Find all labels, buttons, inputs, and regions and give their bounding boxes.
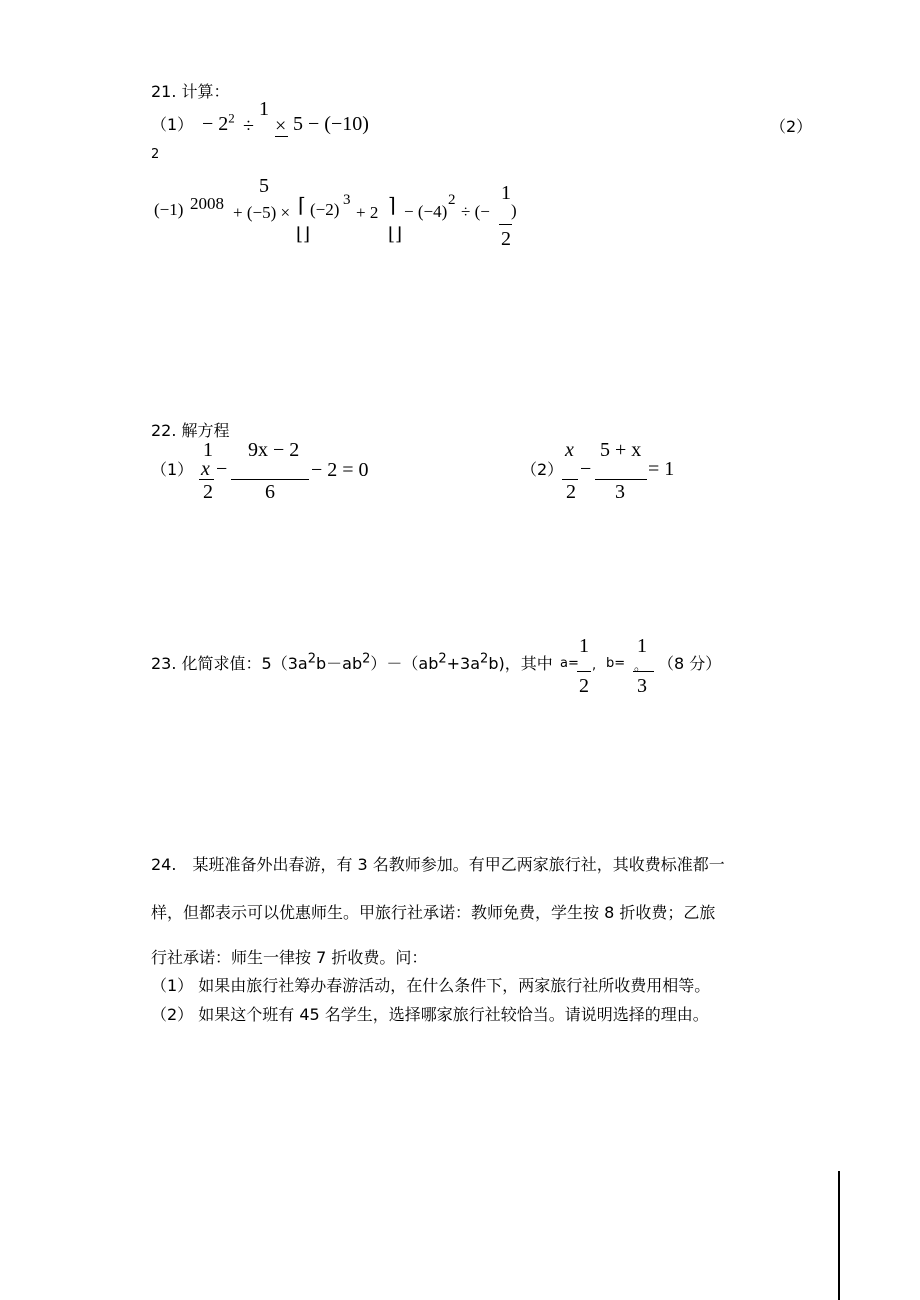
q22-p2-f2-den: 3: [615, 481, 625, 503]
q23-a-den: 2: [579, 675, 589, 697]
q21-p2-lbr: ⌈: [298, 195, 306, 217]
q22-heading: 22. 解方程: [151, 421, 230, 440]
q24-sub-2: （2） 如果这个班有 45 名学生，选择哪家旅行社较恰当。请说明选择的理由。: [151, 1005, 709, 1024]
q23-b-bar: [633, 671, 654, 672]
q21-p2-top5: 5: [259, 175, 269, 197]
q22-p2-rest: = 1: [648, 458, 675, 480]
q21-p2-b-exp: 3: [343, 192, 351, 208]
q21-p2-c: + 2: [356, 203, 379, 222]
q22-p1-f2-num: 9x − 2: [248, 439, 300, 461]
q22-p1-f1-num: 1: [203, 439, 213, 461]
q21-p2-b: (−2): [310, 200, 340, 219]
q23-a-num: 1: [579, 635, 589, 657]
q24-line-2: 样，但都表示可以优惠师生。甲旅行社承诺：教师免费，学生按 8 折收费；乙旅: [151, 903, 716, 922]
q24-line-3: 行社承诺：师生一律按 7 折收费。问：: [151, 948, 428, 967]
q21-p1-underline: [275, 136, 288, 137]
q21-p2-frac-num: 1: [501, 182, 511, 204]
q22-p1-rest: − 2 = 0: [311, 459, 369, 481]
q22-p2-f2-num: 5 + x: [600, 439, 642, 461]
q21-p1-frac-num: 1: [259, 98, 269, 120]
q23-a-bar: [577, 671, 591, 672]
q23-dot: 。: [634, 659, 648, 674]
q22-p1-f1-den: 2: [203, 481, 213, 503]
q21-p2-d: − (−4): [404, 202, 448, 221]
q24-line-1: 24. 某班准备外出春游，有 3 名教师参加。有甲乙两家旅行社，其收费标准都一: [151, 855, 725, 874]
q22-p1-f2-den: 6: [265, 481, 275, 503]
q24-sub-1: （1） 如果由旅行社筹办春游活动，在什么条件下，两家旅行社所收费用相等。: [151, 976, 711, 995]
q23-comma: ,: [592, 658, 597, 673]
q21-p1-div: ÷: [243, 115, 254, 137]
q22-p1-label: （1）: [151, 460, 194, 479]
q21-p1-pre: − $2^2$: [202, 110, 235, 135]
q21-heading: 21. 计算：: [151, 82, 230, 101]
q21-p2-frac-den: 2: [501, 228, 511, 250]
q22-p2-label: （2）: [521, 460, 564, 479]
margin-rule: [838, 1171, 840, 1300]
q23-b-den: 3: [637, 675, 647, 697]
q21-p2-plus: + (−5) ×: [233, 203, 291, 222]
q21-p2-lbot: ⌊⌋: [296, 224, 311, 244]
q22-p1-x: x: [201, 458, 210, 480]
q22-p2-minus: −: [580, 458, 592, 480]
q21-p1-frac-den: 2: [151, 147, 160, 162]
q21-p1-exp: 2: [228, 110, 235, 126]
q23-a-label: a=: [560, 656, 579, 671]
q21-p2-rbot: ⌊⌋: [388, 224, 403, 244]
q22-p1-f1-bar: [199, 479, 214, 480]
q22-p1-f2-bar: [231, 479, 309, 480]
q21-p1-label: （1）: [151, 115, 194, 134]
q21-p2-a: (−1): [154, 200, 184, 219]
q21-p2-a-exp: 2008: [190, 194, 224, 213]
q21-p2-e: ÷ (−: [461, 202, 490, 221]
q23-b-label: b=: [606, 656, 626, 671]
q21-p2-close: ): [511, 201, 517, 220]
q21-p1-times: ×: [275, 115, 287, 137]
q21-p2-d-exp: 2: [448, 192, 456, 208]
q23-expression: 23. 化简求值：$5(3a^2b-ab^2)-(ab^2+3a^2b)$，其中: [151, 651, 553, 673]
q21-p2-rbr: ⌉: [388, 195, 396, 217]
q22-p2-f1-num: x: [565, 439, 574, 461]
q22-p2-f1-den: 2: [566, 481, 576, 503]
q22-p2-f1-bar: [562, 479, 578, 480]
q22-p1-minus: −: [216, 458, 228, 480]
q23-b-num: 1: [637, 635, 647, 657]
q22-p2-f2-bar: [595, 479, 647, 480]
q21-p1-post: 5 − (−10): [293, 113, 369, 135]
q23-score: （8 分）: [658, 654, 722, 673]
q21-p2-label: （2）: [770, 117, 813, 136]
q21-p2-frac-bar: [499, 224, 512, 225]
